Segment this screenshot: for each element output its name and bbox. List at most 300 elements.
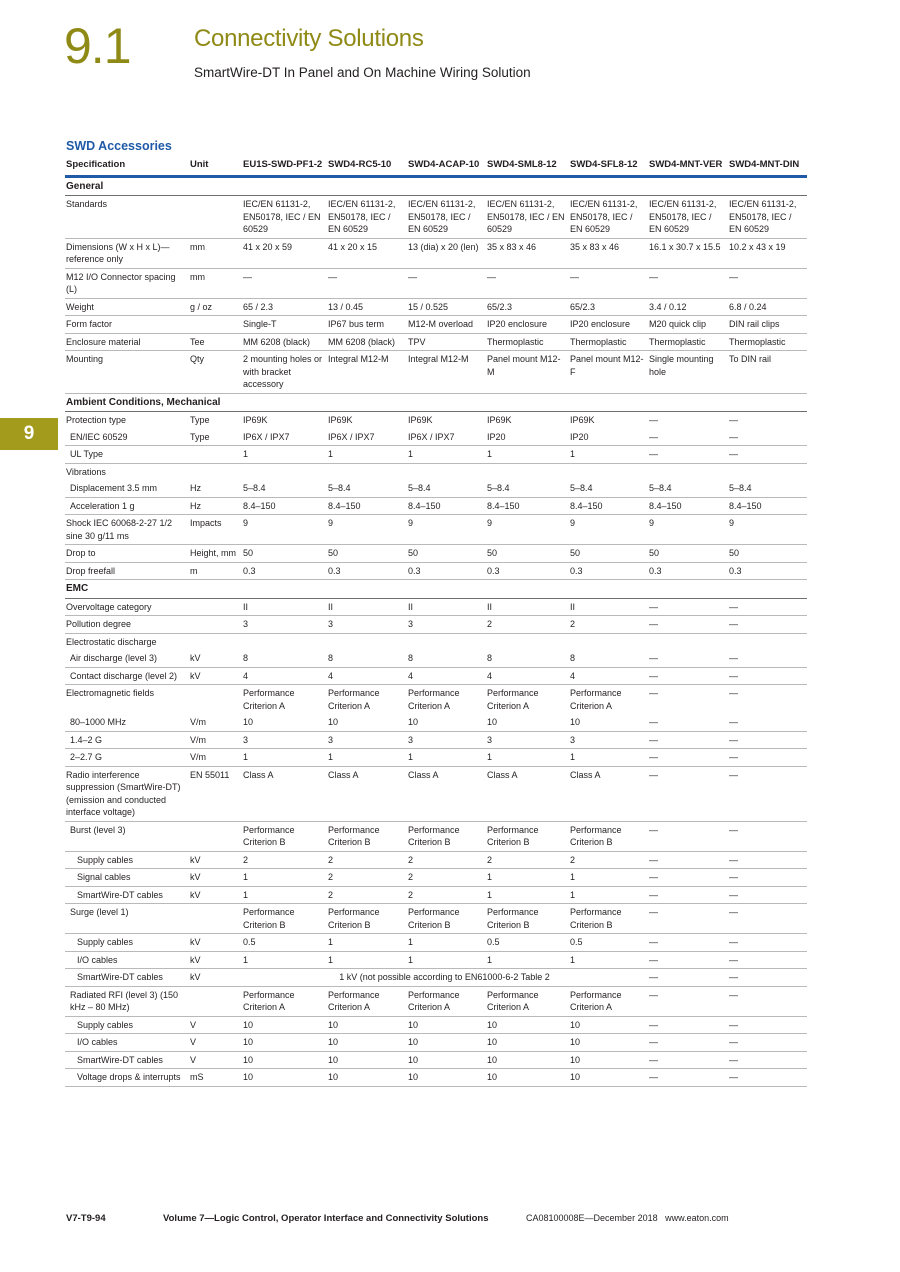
spec-label: Standards <box>65 196 189 239</box>
spec-value: — <box>648 268 728 298</box>
spec-value: 5–8.4 <box>728 480 807 497</box>
table-row <box>65 562 807 580</box>
spec-value: 0.3 <box>569 562 648 580</box>
spec-value: 2 mounting holes or with bracket accessory <box>242 351 327 394</box>
spec-label: Dimensions (W x H x L)— reference only <box>65 238 189 268</box>
spec-label: Surge (level 1) <box>65 904 189 934</box>
spec-label: 1.4–2 G <box>65 731 189 749</box>
spec-value <box>569 463 648 480</box>
spec-value: IP6X / IPX7 <box>407 429 486 446</box>
spec-value: Class A <box>327 766 407 821</box>
spec-value: 9 <box>327 515 407 545</box>
spec-value: IP69K <box>408 415 433 425</box>
spec-value: Thermoplastic <box>569 333 648 351</box>
table-row <box>65 480 807 497</box>
spec-value: 2 <box>407 886 486 904</box>
spec-value: M20 quick clip <box>648 316 728 334</box>
spec-unit: Qty <box>189 351 242 394</box>
spec-label: Enclosure material <box>65 333 189 351</box>
spec-value: 5–8.4 <box>569 480 648 497</box>
spec-value <box>242 633 327 650</box>
spec-label: Drop to <box>65 545 189 563</box>
spec-value: To DIN rail <box>728 351 807 394</box>
spec-value: — <box>728 1034 807 1052</box>
spec-value: 1 <box>569 749 648 767</box>
footer-page-id: V7-T9-94 <box>66 1213 106 1224</box>
spec-value: — <box>486 268 569 298</box>
spec-value: 1 <box>486 886 569 904</box>
column-header: SWD4-SFL8-12 <box>569 158 648 176</box>
spec-value: II <box>407 598 486 616</box>
spec-value: 10 <box>407 1034 486 1052</box>
spec-value: IP20 enclosure <box>569 316 648 334</box>
spec-value: — <box>728 268 807 298</box>
spec-value: IEC/EN 61131-2, EN50178, IEC / EN 60529 <box>242 196 327 239</box>
spec-value <box>486 633 569 650</box>
spec-unit: Impacts <box>189 515 242 545</box>
spec-label: Air discharge (level 3) <box>65 650 189 667</box>
spec-value: 2 <box>486 616 569 634</box>
column-header: SWD4-SML8-12 <box>486 158 569 176</box>
spec-value: 3 <box>407 616 486 634</box>
spec-value: — <box>728 1051 807 1069</box>
spec-value: 8.4–150 <box>728 497 807 515</box>
spec-value: 10 <box>486 714 569 731</box>
spec-value: 2 <box>569 616 648 634</box>
spec-value: 10 <box>407 1016 486 1034</box>
spec-value <box>648 463 728 480</box>
spec-label: Electromagnetic fields <box>66 688 155 698</box>
spec-unit: kV <box>189 667 242 685</box>
spec-label: Form factor <box>65 316 189 334</box>
spec-value: — <box>648 749 728 767</box>
spec-value: — <box>648 904 728 934</box>
spec-value: IEC/EN 61131-2, EN50178, IEC / EN 60529 <box>407 196 486 239</box>
spec-value: 3 <box>486 731 569 749</box>
footer-doc-number: CA08100008E—December 2018 <box>526 1213 658 1223</box>
spec-value: IEC/EN 61131-2, EN50178, IEC / EN 60529 <box>486 196 569 239</box>
swd-accessories-table <box>65 158 807 1087</box>
spec-label: Supply cables <box>65 1016 189 1034</box>
spec-label: 80–1000 MHz <box>65 714 189 731</box>
spec-value: II <box>569 598 648 616</box>
spec-unit: Hz <box>189 480 242 497</box>
spec-unit <box>189 463 242 480</box>
spec-value: 8 <box>327 650 407 667</box>
spec-value: — <box>729 688 738 698</box>
spec-value: 1 <box>242 749 327 767</box>
spec-value: Class A <box>486 766 569 821</box>
spec-unit: kV <box>189 969 242 987</box>
table-row <box>65 650 807 667</box>
table-row <box>65 869 807 887</box>
spec-value: 3 <box>569 731 648 749</box>
spec-value: 10 <box>407 1069 486 1087</box>
spec-unit: Type <box>189 429 242 446</box>
spec-value: 1 <box>569 446 648 464</box>
spec-value <box>728 463 807 480</box>
spec-label: Radiated RFI (level 3) (150 kHz – 80 MHz) <box>65 986 189 1016</box>
spec-value: 1 <box>327 446 407 464</box>
spec-value: 10 <box>242 714 327 731</box>
spec-unit <box>189 904 242 934</box>
section-row <box>65 393 807 412</box>
spec-value: IP67 bus term <box>327 316 407 334</box>
table-row <box>65 515 807 545</box>
spec-value: 4 <box>327 667 407 685</box>
table-row <box>65 333 807 351</box>
spec-value: — <box>649 415 658 425</box>
spec-label: SmartWire-DT cables <box>65 886 189 904</box>
spec-unit: mS <box>189 1069 242 1087</box>
table-row <box>65 986 807 1016</box>
table-row <box>65 446 807 464</box>
table-row <box>65 969 807 987</box>
table-row <box>65 463 807 480</box>
spec-unit: mm <box>189 238 242 268</box>
spec-value: Performance Criterion A <box>569 986 648 1016</box>
spec-value: II <box>242 598 327 616</box>
footer-website-link[interactable]: www.eaton.com <box>665 1213 729 1223</box>
table-row <box>65 951 807 969</box>
spec-value: Single mounting hole <box>648 351 728 394</box>
spec-value: 3 <box>327 731 407 749</box>
spec-value: — <box>728 986 807 1016</box>
spec-value: IP6X / IPX7 <box>242 429 327 446</box>
spec-value: 10 <box>486 1051 569 1069</box>
spec-value: — <box>728 821 807 851</box>
spec-value: — <box>569 268 648 298</box>
table-title: SWD Accessories <box>66 139 172 153</box>
spec-value: 0.3 <box>486 562 569 580</box>
spec-value: 10 <box>407 1051 486 1069</box>
table-row <box>65 731 807 749</box>
table-row <box>65 749 807 767</box>
spec-label: Drop freefall <box>65 562 189 580</box>
spec-value: 2 <box>242 851 327 869</box>
spec-value: 41 x 20 x 15 <box>327 238 407 268</box>
spec-unit: m <box>189 562 242 580</box>
spec-value: Thermoplastic <box>728 333 807 351</box>
spec-unit: Hz <box>189 497 242 515</box>
spec-value: 50 <box>327 545 407 563</box>
spec-value: — <box>648 1016 728 1034</box>
spec-value: — <box>407 268 486 298</box>
spec-value: 9 <box>242 515 327 545</box>
table-row <box>65 238 807 268</box>
spec-unit: Tee <box>189 333 242 351</box>
spec-value: 8.4–150 <box>486 497 569 515</box>
spec-value: 1 <box>407 446 486 464</box>
spec-value: 5–8.4 <box>407 480 486 497</box>
spec-unit <box>189 633 242 650</box>
spec-value <box>728 633 807 650</box>
table-row <box>65 1016 807 1034</box>
spec-unit: Type <box>190 415 210 425</box>
spec-value: Performance Criterion B <box>486 904 569 934</box>
spec-value: — <box>729 415 738 425</box>
spec-value <box>242 463 327 480</box>
column-header: EU1S-SWD-PF1-2 <box>242 158 327 176</box>
spec-unit <box>189 821 242 851</box>
spec-value: — <box>728 969 807 987</box>
spec-label: Acceleration 1 g <box>65 497 189 515</box>
spec-value: 10 <box>407 714 486 731</box>
spec-value: 2 <box>407 869 486 887</box>
spec-value: 1 <box>327 749 407 767</box>
table-row <box>65 766 807 821</box>
spec-label: I/O cables <box>65 1034 189 1052</box>
spec-value: 10 <box>242 1034 327 1052</box>
column-header: SWD4-ACAP-10 <box>407 158 486 176</box>
spec-unit: V <box>189 1051 242 1069</box>
table-row <box>65 298 807 316</box>
spec-value: 3 <box>407 731 486 749</box>
spec-value: 2 <box>327 869 407 887</box>
spec-value: 50 <box>407 545 486 563</box>
spec-value: 35 x 83 x 46 <box>569 238 648 268</box>
spec-label: Supply cables <box>65 934 189 952</box>
table-row <box>65 429 807 446</box>
spec-value <box>407 633 486 650</box>
spec-value: 1 <box>569 951 648 969</box>
spec-unit <box>189 616 242 634</box>
table-row <box>65 886 807 904</box>
spec-value: Class A <box>407 766 486 821</box>
spec-value: Performance Criterion B <box>407 904 486 934</box>
spec-value: Performance Criterion A <box>408 688 460 711</box>
spec-value: 1 <box>486 951 569 969</box>
spec-unit: Height, mm <box>189 545 242 563</box>
spec-value: Performance Criterion B <box>242 821 327 851</box>
spec-value: 10 <box>486 1034 569 1052</box>
spec-value: II <box>327 598 407 616</box>
spec-value: 13 / 0.45 <box>327 298 407 316</box>
spec-value <box>327 633 407 650</box>
spec-value: — <box>728 934 807 952</box>
column-header: Specification <box>65 158 189 176</box>
spec-value: 8.4–150 <box>648 497 728 515</box>
spec-unit: kV <box>189 951 242 969</box>
footer-doc-ref <box>526 1213 729 1223</box>
spec-label: Shock IEC 60068-2-27 1/2 sine 30 g/11 ms <box>65 515 189 545</box>
spec-value: 0.5 <box>486 934 569 952</box>
spec-value: — <box>728 851 807 869</box>
spec-value: — <box>648 429 728 446</box>
spec-value: 0.3 <box>648 562 728 580</box>
column-header: SWD4-MNT-VER <box>648 158 728 176</box>
spec-value: 9 <box>407 515 486 545</box>
table-body <box>65 176 807 1086</box>
spec-value: 4 <box>242 667 327 685</box>
spec-value: 1 <box>407 934 486 952</box>
table-header-row <box>65 158 807 176</box>
spec-unit: V/m <box>189 749 242 767</box>
spec-value: 4 <box>569 667 648 685</box>
spec-value: 10 <box>242 1069 327 1087</box>
spec-value: IP20 <box>486 429 569 446</box>
spec-value: 10 <box>569 714 648 731</box>
table-row <box>65 633 807 650</box>
spec-value: — <box>648 667 728 685</box>
spec-value: 8 <box>242 650 327 667</box>
spec-value: Performance Criterion A <box>328 688 380 711</box>
spec-value: 0.5 <box>569 934 648 952</box>
spec-value: Thermoplastic <box>648 333 728 351</box>
spec-value: 6.8 / 0.24 <box>728 298 807 316</box>
spec-value: — <box>728 714 807 731</box>
table-row <box>65 821 807 851</box>
spec-value: IP20 enclosure <box>486 316 569 334</box>
spec-value: 3 <box>242 616 327 634</box>
spec-value: 65/2.3 <box>486 298 569 316</box>
spec-value: 1 <box>569 869 648 887</box>
spec-value: 16.1 x 30.7 x 15.5 <box>648 238 728 268</box>
spec-value: 0.3 <box>407 562 486 580</box>
spec-value: IP6X / IPX7 <box>327 429 407 446</box>
spec-label: Burst (level 3) <box>65 821 189 851</box>
spec-value: 0.3 <box>728 562 807 580</box>
spec-value: — <box>648 446 728 464</box>
spec-value: 1 <box>242 869 327 887</box>
spec-value: 10 <box>569 1051 648 1069</box>
spec-value: — <box>728 1016 807 1034</box>
section-row <box>65 176 807 196</box>
spec-value: — <box>728 429 807 446</box>
spec-value: 10 <box>242 1016 327 1034</box>
spec-value: — <box>648 650 728 667</box>
spec-value: Single-T <box>242 316 327 334</box>
spec-unit: V/m <box>189 714 242 731</box>
spec-value-merged: 1 kV (not possible according to EN61000-6-2 Table 2 <box>242 969 648 987</box>
spec-value: 50 <box>648 545 728 563</box>
section-row <box>65 580 807 599</box>
spec-label: Signal cables <box>65 869 189 887</box>
spec-value: 10 <box>327 1051 407 1069</box>
spec-label: Radio interference suppression (SmartWire-DT) (emission and conducted interface voltage) <box>65 766 189 821</box>
table-row <box>65 196 807 239</box>
spec-value: Panel mount M12-F <box>569 351 648 394</box>
spec-value: 10 <box>569 1016 648 1034</box>
spec-value: — <box>648 731 728 749</box>
spec-value: IP69K <box>570 415 595 425</box>
spec-value: Performance Criterion A <box>242 986 327 1016</box>
spec-value: IEC/EN 61131-2, EN50178, IEC / EN 60529 <box>569 196 648 239</box>
spec-value: Performance Criterion B <box>327 904 407 934</box>
spec-value: MM 6208 (black) <box>242 333 327 351</box>
spec-value: — <box>648 1034 728 1052</box>
spec-label: Supply cables <box>65 851 189 869</box>
spec-label: Pollution degree <box>65 616 189 634</box>
spec-value: 8.4–150 <box>327 497 407 515</box>
spec-label: Mounting <box>65 351 189 394</box>
spec-value: — <box>728 886 807 904</box>
spec-value: — <box>728 446 807 464</box>
spec-value: — <box>728 1069 807 1087</box>
spec-value: Integral M12-M <box>327 351 407 394</box>
spec-value: — <box>648 766 728 821</box>
spec-label: Overvoltage category <box>65 598 189 616</box>
spec-unit: mm <box>189 268 242 298</box>
spec-value: 1 <box>486 869 569 887</box>
spec-unit <box>189 316 242 334</box>
spec-value: Thermoplastic <box>486 333 569 351</box>
spec-value: — <box>648 714 728 731</box>
spec-value: — <box>648 986 728 1016</box>
spec-label: Protection type <box>66 415 127 425</box>
spec-value: — <box>648 821 728 851</box>
section-heading: Ambient Conditions, Mechanical <box>65 393 807 412</box>
spec-unit <box>189 196 242 239</box>
spec-value: 2 <box>486 851 569 869</box>
spec-value: 8 <box>486 650 569 667</box>
spec-unit: kV <box>189 650 242 667</box>
spec-value: — <box>728 598 807 616</box>
spec-value: 8.4–150 <box>242 497 327 515</box>
table-row <box>65 934 807 952</box>
spec-value <box>407 463 486 480</box>
spec-value: 2 <box>327 851 407 869</box>
spec-value: TPV <box>407 333 486 351</box>
spec-value: Class A <box>569 766 648 821</box>
spec-label: 2–2.7 G <box>65 749 189 767</box>
spec-label: SmartWire-DT cables <box>65 1051 189 1069</box>
spec-value: 3.4 / 0.12 <box>648 298 728 316</box>
spec-value: 0.3 <box>242 562 327 580</box>
spec-value: — <box>648 969 728 987</box>
spec-unit: kV <box>189 934 242 952</box>
spec-value: Performance Criterion A <box>327 986 407 1016</box>
spec-value: Performance Criterion A <box>407 986 486 1016</box>
page-title: Connectivity Solutions <box>194 25 424 52</box>
spec-unit: EN 55011 <box>189 766 242 821</box>
table-row <box>65 268 807 298</box>
spec-value: Integral M12-M <box>407 351 486 394</box>
spec-unit: kV <box>189 851 242 869</box>
table-row <box>65 904 807 934</box>
spec-value: 35 x 83 x 46 <box>486 238 569 268</box>
table-row <box>65 598 807 616</box>
spec-value: 50 <box>569 545 648 563</box>
spec-label: Weight <box>65 298 189 316</box>
spec-value: IEC/EN 61131-2, EN50178, IEC / EN 60529 <box>648 196 728 239</box>
spec-unit: kV <box>189 886 242 904</box>
spec-value: — <box>728 731 807 749</box>
spec-value: 10 <box>486 1069 569 1087</box>
spec-value: — <box>728 904 807 934</box>
spec-value: 50 <box>242 545 327 563</box>
spec-label: EN/IEC 60529 <box>65 429 189 446</box>
table-row <box>65 545 807 563</box>
spec-value: 1 <box>242 951 327 969</box>
spec-value: — <box>649 688 658 698</box>
spec-value: 1 <box>327 951 407 969</box>
table-row <box>65 1069 807 1087</box>
spec-value: 10 <box>327 1016 407 1034</box>
column-header: SWD4-RC5-10 <box>327 158 407 176</box>
spec-unit: V/m <box>189 731 242 749</box>
spec-value: 10 <box>327 714 407 731</box>
spec-value: 9 <box>486 515 569 545</box>
spec-value: — <box>648 1051 728 1069</box>
spec-value: — <box>648 869 728 887</box>
spec-value: 41 x 20 x 59 <box>242 238 327 268</box>
spec-value: 1 <box>407 951 486 969</box>
spec-value: — <box>327 268 407 298</box>
spec-unit: kV <box>189 869 242 887</box>
spec-value: 65/2.3 <box>569 298 648 316</box>
spec-value: — <box>648 851 728 869</box>
